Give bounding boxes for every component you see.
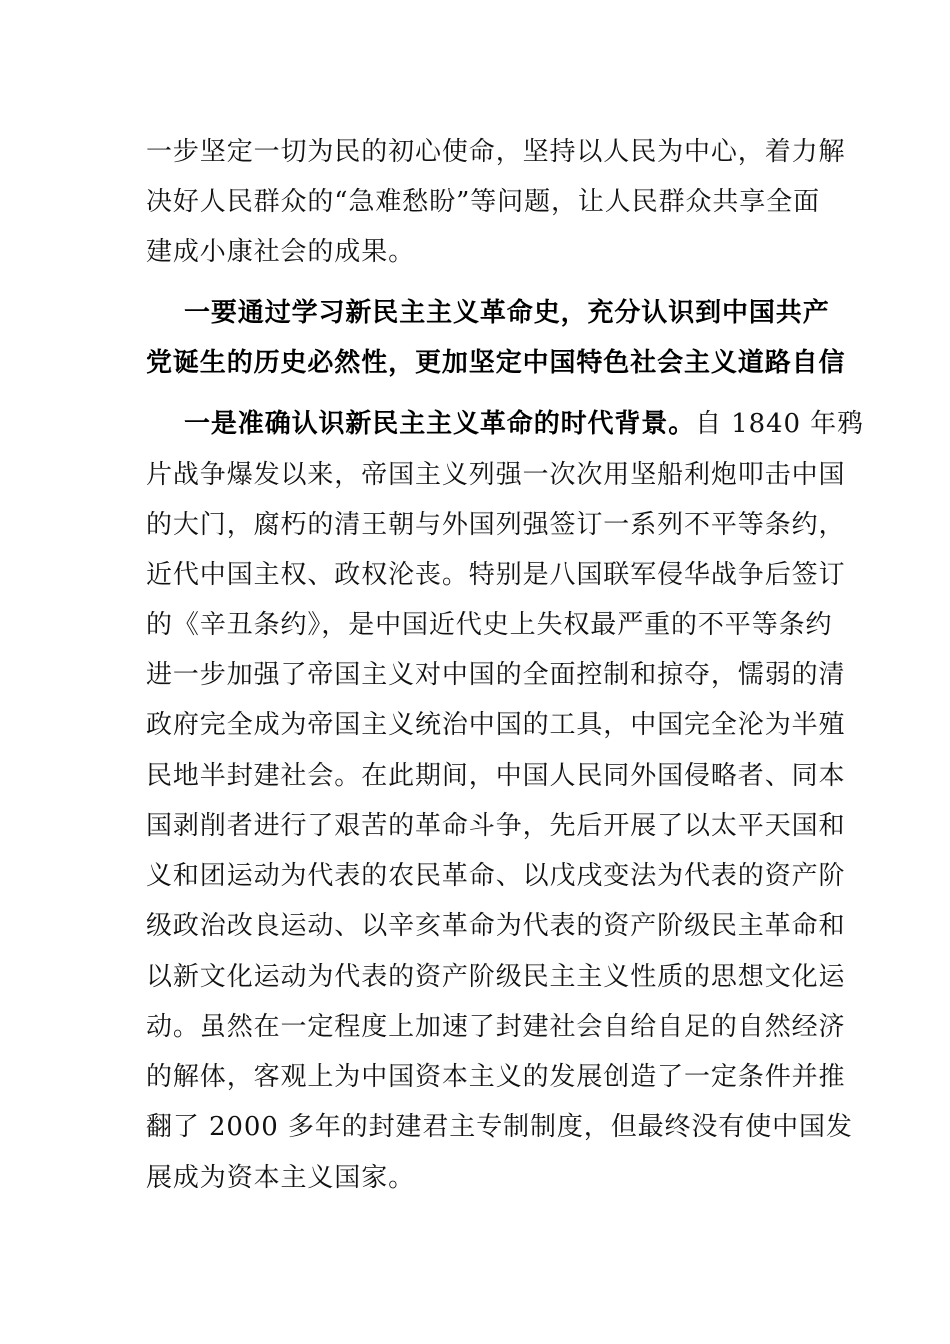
- para2-line9: 国剥削者进行了艰苦的革命斗争，先后开展了以太平天国和: [146, 811, 846, 841]
- para2-line12: 以新文化运动为代表的资产阶级民主主义性质的思想文化运: [146, 962, 846, 992]
- para2-line11: 级政治改良运动、以辛亥革命为代表的资产阶级民主革命和: [146, 911, 846, 941]
- para2-line5: 的《辛丑条约》，是中国近代史上失权最严重的不平等条约: [146, 610, 833, 640]
- para2-line3: 的大门，腐朽的清王朝与外国列强签订一系列不平等条约，: [146, 510, 846, 540]
- para2-line14: 的解体，客观上为中国资本主义的发展创造了一定条件并推: [146, 1062, 846, 1092]
- para2-line10: 义和团运动为代表的农民革命、以戊戌变法为代表的资产阶: [146, 861, 846, 891]
- para1-line2: 决好人民群众的“急难愁盼”等问题，让人民群众共享全面: [146, 187, 820, 217]
- para2-line15: 翻了 2000 多年的封建君主专制制度，但最终没有使中国发: [146, 1112, 853, 1142]
- para2-line13: 动。虽然在一定程度上加速了封建社会自给自足的自然经济: [146, 1012, 846, 1042]
- para2-line16: 展成为资本主义国家。: [146, 1163, 416, 1193]
- para2-lead-bold: 一是准确认识新民主主义革命的时代背景。: [184, 409, 696, 439]
- para2-line8: 民地半封建社会。在此期间，中国人民同外国侵略者、同本: [146, 761, 846, 791]
- para2-line2: 片战争爆发以来，帝国主义列强一次次用坚船利炮叩击中国: [146, 460, 846, 490]
- para2-line1-rest: 自 1840 年鸦: [695, 409, 864, 439]
- para2-line6: 进一步加强了帝国主义对中国的全面控制和掠夺，懦弱的清: [146, 660, 846, 690]
- heading-line1: 一要通过学习新民主主义革命史，充分认识到中国共产: [184, 298, 830, 328]
- para2-line4: 近代中国主权、政权沦丧。特别是八国联军侵华战争后签订: [146, 560, 846, 590]
- para1-line1: 一步坚定一切为民的初心使命，坚持以人民为中心，着力解: [146, 137, 846, 167]
- para2-line7: 政府完全成为帝国主义统治中国的工具，中国完全沦为半殖: [146, 710, 846, 740]
- heading-line2: 党诞生的历史必然性，更加坚定中国特色社会主义道路自信: [146, 348, 846, 378]
- para2-line1: [184, 404, 864, 444]
- para1-line3: 建成小康社会的成果。: [146, 237, 416, 267]
